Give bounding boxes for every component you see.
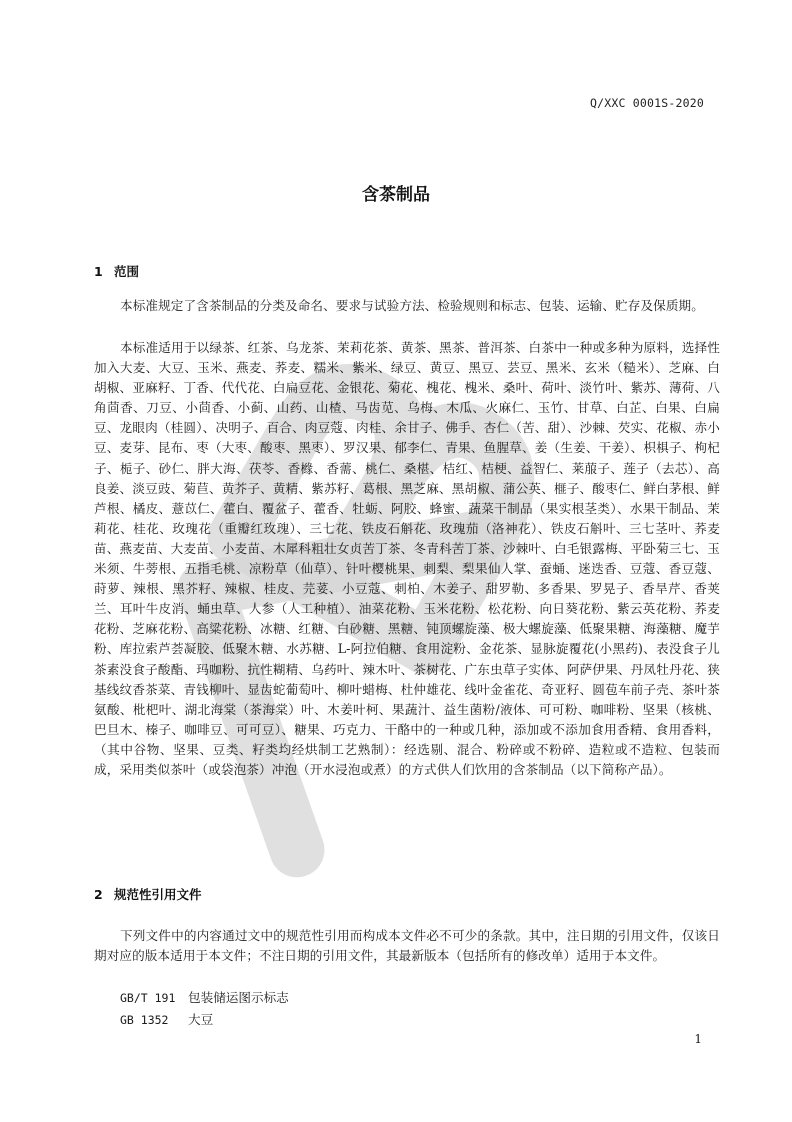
section-title: 规范性引用文件 [114, 887, 202, 902]
page-number: 1 [694, 1032, 702, 1046]
reference-title: 包装储运图示标志 [188, 990, 289, 1005]
section-number: 2 [94, 887, 103, 902]
page-title: 含茶制品 [362, 185, 430, 205]
reference-item [120, 988, 289, 1008]
reference-code: GB/T 191 [120, 991, 176, 1005]
section-title: 范围 [114, 264, 140, 279]
document-id: Q/XXC 0001S-2020 [590, 96, 704, 110]
reference-code: GB 1352 [120, 1013, 169, 1027]
section-heading-scope [94, 262, 139, 280]
scope-paragraph-2: 本标准适用于以绿茶、红茶、乌龙茶、茉莉花茶、黄茶、黑茶、普洱茶、白茶中一种或多种为原料，选择性加入大麦、大豆、玉米、燕麦、荞麦、糯米、紫米、绿豆、黄豆、黑豆、芸豆、黑米、玄米（糙米）、芝麻、白胡椒、亚麻籽、丁香、代代花、白扁豆花、金银花、菊花、槐花、槐米、桑叶、荷叶、淡竹叶、紫苏、薄荷、八角茴香、刀豆、小茴香、小蓟、山药、山楂、马齿苋、乌梅、木瓜、火麻仁、玉竹、甘草、白芷、白果、白扁豆、龙眼肉（桂圆）、决明子、百合、肉豆蔻、肉桂、余甘子、佛手、杏仁（苦、甜）、沙棘、芡实、花椒、赤小豆、麦芽、昆布、枣（大枣、酸枣、黑枣）、罗汉果、郁李仁、青果、鱼腥草、姜（生姜、干姜）、枳椇子、枸杞子、栀子、砂仁、胖大海、茯苓、香橼、香薷、桃仁、桑椹、桔红、桔梗、益智仁、莱菔子、莲子（去芯）、高良姜、淡豆豉、菊苣、黄芥子、黄精、紫苏籽、葛根、黑芝麻、黑胡椒、蒲公英、榧子、酸枣仁、鲜白茅根、鲜芦根、橘皮、薏苡仁、藿白、覆盆子、藿香、牡蛎、阿胶、蜂蜜、蔬菜干制品（果实根茎类）、水果干制品、茉莉花、桂花、玫瑰花（重瓣红玫瑰）、三七花、铁皮石斛花、玫瑰茄（洛神花）、铁皮石斛叶、三七茎叶、荞麦苗、燕麦苗、大麦苗、小麦苗、木犀科粗壮女贞苦丁茶、冬青科苦丁茶、沙棘叶、白毛银露梅、平卧菊三七、玉米须、牛蒡根、五指毛桃、凉粉草（仙草）、针叶樱桃果、刺梨、梨果仙人掌、蚕蛹、迷迭香、豆蔻、香豆蔻、莳萝、辣根、黑芥籽、辣椒、桂皮、芫荽、小豆蔻、刺柏、木姜子、甜罗勒、多香果、罗晃子、香旱芹、香荚兰、耳叶牛皮消、蛹虫草、人参（人工种植）、油菜花粉、玉米花粉、松花粉、向日葵花粉、紫云英花粉、荞麦花粉、芝麻花粉、高粱花粉、冰糖、红糖、白砂糖、黑糖、钝顶螺旋藻、极大螺旋藻、低聚果糖、海藻糖、魔芋粉、库拉索芦荟凝胶、低聚木糖、水苏糖、L-阿拉伯糖、食用淀粉、金花茶、显脉旋覆花(小黑药)、表没食子儿茶素没食子酸酯、玛咖粉、抗性糊精、乌药叶、辣木叶、茶树花、广东虫草子实体、阿萨伊果、丹凤牡丹花、狭基线纹香茶菜、青钱柳叶、显齿蛇葡萄叶、柳叶蜡梅、杜仲雄花、线叶金雀花、奇亚籽、圆苞车前子壳、茶叶茶氨酸、枇杷叶、湖北海棠（茶海棠）叶、木姜叶柯、果蔬汁、益生菌粉/液体、可可粉、咖啡粉、坚果（核桃、巴旦木、榛子、咖啡豆、可可豆）、糖果、巧克力、干酪中的一种或几种，添加或不添加食用香精、食用香料，（其中谷物、坚果、豆类、籽类均经烘制工艺熟制）：经选剔、混合、粉碎或不粉碎、造粒或不造粒、包装而成，采用类似茶叶（或袋泡茶）冲泡（开水浸泡或煮）的方式供人们饮用的含茶制品（以下简称产品）。 [94, 340, 720, 777]
reference-item [120, 1010, 213, 1030]
section-heading-references [94, 885, 202, 903]
scope-paragraph-1: 本标准规定了含茶制品的分类及命名、要求与试验方法、检验规则和标志、包装、运输、贮存及保质期。 [120, 298, 704, 313]
section-number: 1 [94, 264, 103, 279]
reference-title: 大豆 [188, 1012, 214, 1027]
references-intro: 下列文件中的内容通过文中的规范性引用而构成本文件必不可少的条款。其中，注日期的引用文件，仅该日期对应的版本适用于本文件；不注日期的引用文件，其最新版本（包括所有的修改单）适用于本文件。 [94, 928, 720, 964]
